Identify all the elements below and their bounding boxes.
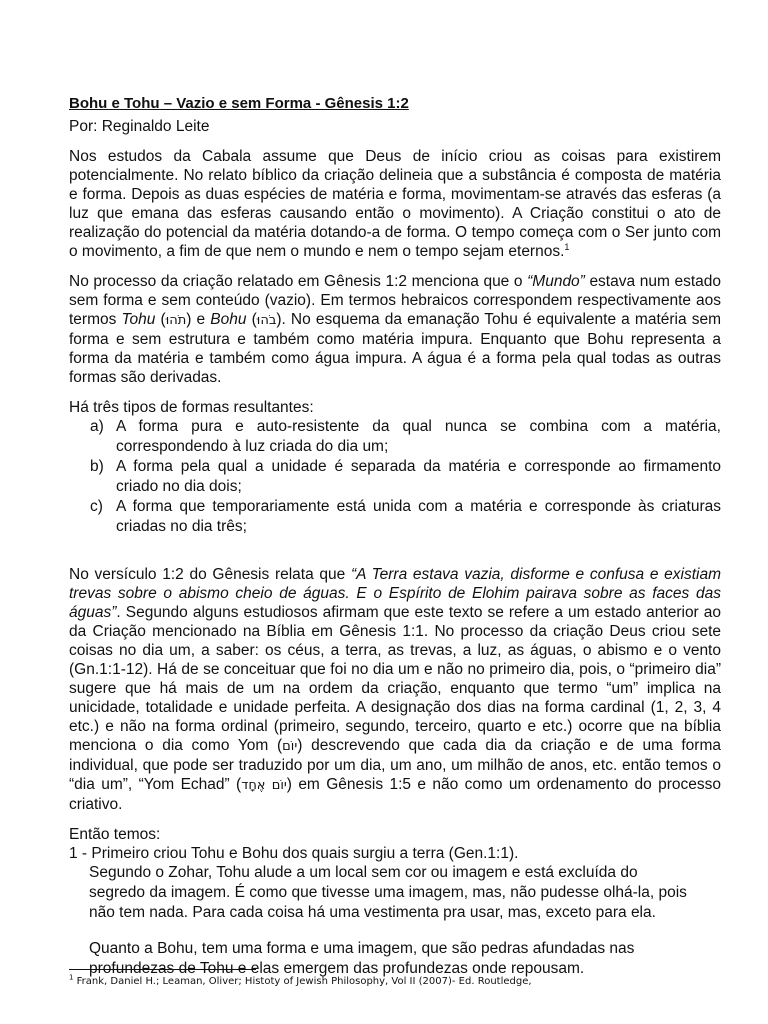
footnote-divider: [69, 969, 256, 970]
term-bohu: Bohu: [210, 311, 247, 328]
numbered-item-1: 1 - Primeiro criou Tohu e Bohu dos quais surgiu a terra (Gen.1:1).: [69, 845, 519, 862]
term-tohu: Tohu: [121, 311, 156, 328]
paragraph-genesis: [69, 565, 721, 814]
text-segment: ) e: [186, 311, 211, 328]
hebrew-yom: יוֹם: [282, 739, 298, 754]
document-title: Bohu e Tohu – Vazio e sem Forma - Gênesis 1:2: [69, 95, 409, 112]
zohar-line: segredo da imagem. É como que tivesse uma imagem, mas, não pudesse olhá-la, pois: [89, 884, 687, 901]
list-item-text: A forma pela qual a unidade é separada da matéria e corresponde ao firmamento criado no dia dois;: [116, 458, 721, 495]
footnote-reference: 1: [564, 241, 570, 252]
paragraph-cabala-text: Nos estudos da Cabala assume que Deus de início criou as coisas para existirem potencialmente. No relato bíblico da criação delineia que a substância é composta de matéria e forma. Depois as duas espécies de matéria e forma, movimentam-se através das esferas (a luz que emana das esferas causando então o movimento). A Criação constitui o ato de realização do potencial da matéria dotando-a de forma. O tempo começa com o Ser junto com o movimento, a fim de que nem o mundo e nem o tempo sejam eternos.: [69, 148, 721, 260]
list-item: [69, 497, 721, 537]
list-item-text: A forma pura e auto-resistente da qual nunca se combina com a matéria, correspondendo à luz criada do dia um;: [116, 418, 721, 455]
genesis-quote: “A Terra estava vazia, disforme e confusa e existiam trevas sobre o abismo cheio de águas. E o Espírito de Elohim pairava sobre as faces das águas”: [69, 566, 722, 621]
paragraph-cabala: [69, 147, 721, 261]
bohu-line: Quanto a Bohu, tem uma forma e uma imagem, que são pedras afundadas nas: [89, 940, 635, 957]
text-segment: (: [155, 311, 166, 328]
text-segment: ). No esquema da emanação Tohu é equivalente a matéria sem forma e sem estrutura e também como matéria impura. Enquanto que Bohu representa a forma da matéria e também como água impura. A água é a forma pela qual todas as outras formas são derivadas.: [69, 311, 721, 386]
zohar-line: Segundo o Zohar, Tohu alude a um local sem cor ou imagem e está excluída do: [89, 864, 638, 881]
then-heading: Então temos:: [69, 826, 161, 843]
text-segment: No processo da criação relatado em Gênesis 1:2 menciona que o: [69, 273, 528, 290]
zohar-line: não tem nada. Para cada coisa há uma vestimenta pra usar, mas, exceto para ela.: [89, 904, 656, 921]
footnote: [69, 973, 532, 988]
footnote-text: Frank, Daniel H.; Leaman, Oliver; Histoty of Jewish Philosophy, Vol II (2007)- Ed. Routledge,: [73, 976, 532, 987]
hebrew-tohu: תֹהוּ: [165, 313, 187, 328]
forms-list: [69, 417, 721, 537]
document-page: [69, 94, 721, 979]
footnote-number: 1: [69, 973, 74, 982]
author-byline: Por: Reginaldo Leite: [69, 118, 210, 135]
hebrew-yom-echad: יוֹם אֶחָד: [241, 778, 287, 793]
list-item-text: A forma que temporariamente está unida com a matéria e corresponde às criaturas criadas no dia três;: [116, 498, 721, 535]
list-marker: a): [90, 418, 104, 435]
list-item: [69, 457, 721, 497]
text-segment: . Segundo alguns estudiosos afirmam que este texto se refere a um estado anterior ao da Criação mencionado na Bíblia em Gênesis 1:1. No processo da criação Deus criou sete coisas no dia um, a saber: os céus, a terra, as trevas, a luz, as águas, o abismo e o vento (Gn.1:1-12). Há de se conceituar que foi no dia um e não no primeiro dia, pois, o “primeiro dia” sugere que há mais de um na ordem da criação, enquanto que termo “um” implica na unicidade, totalidade e unidade perfeita. A designação dos dias na forma cardinal (1, 2, 3, 4 etc.) e não na forma ordinal (primeiro, segundo, terceiro, quarto e etc.) ocorre que na bíblia menciona o dia como Yom (: [69, 604, 721, 754]
text-segment: ) em Gênesis 1:5 e não como um ordenamento do processo criativo.: [69, 776, 721, 813]
list-marker: c): [90, 498, 103, 515]
bohu-line: profundezas de Tohu e elas emergem das profundezas onde repousam.: [89, 960, 585, 977]
list-marker: b): [90, 458, 104, 475]
forms-intro: Há três tipos de formas resultantes:: [69, 399, 314, 416]
hebrew-bohu: בֹהוּ: [256, 313, 277, 328]
term-mundo: “Mundo”: [527, 273, 585, 290]
text-segment: No versículo 1:2 do Gênesis relata que: [69, 566, 351, 583]
paragraph-tohu-bohu: [69, 272, 721, 387]
text-segment: (: [246, 311, 257, 328]
text-segment: estava num estado sem forma e sem conteúdo (vazio). Em termos hebraicos correspondem respectivamente aos termos: [69, 273, 721, 328]
list-item: [69, 417, 721, 457]
text-segment: ) descrevendo que cada dia da criação e de uma forma individual, que pode ser traduzido por um dia, um ano, um milhão de anos, etc. então temos o “dia um”, “Yom Echad” (: [69, 737, 721, 793]
